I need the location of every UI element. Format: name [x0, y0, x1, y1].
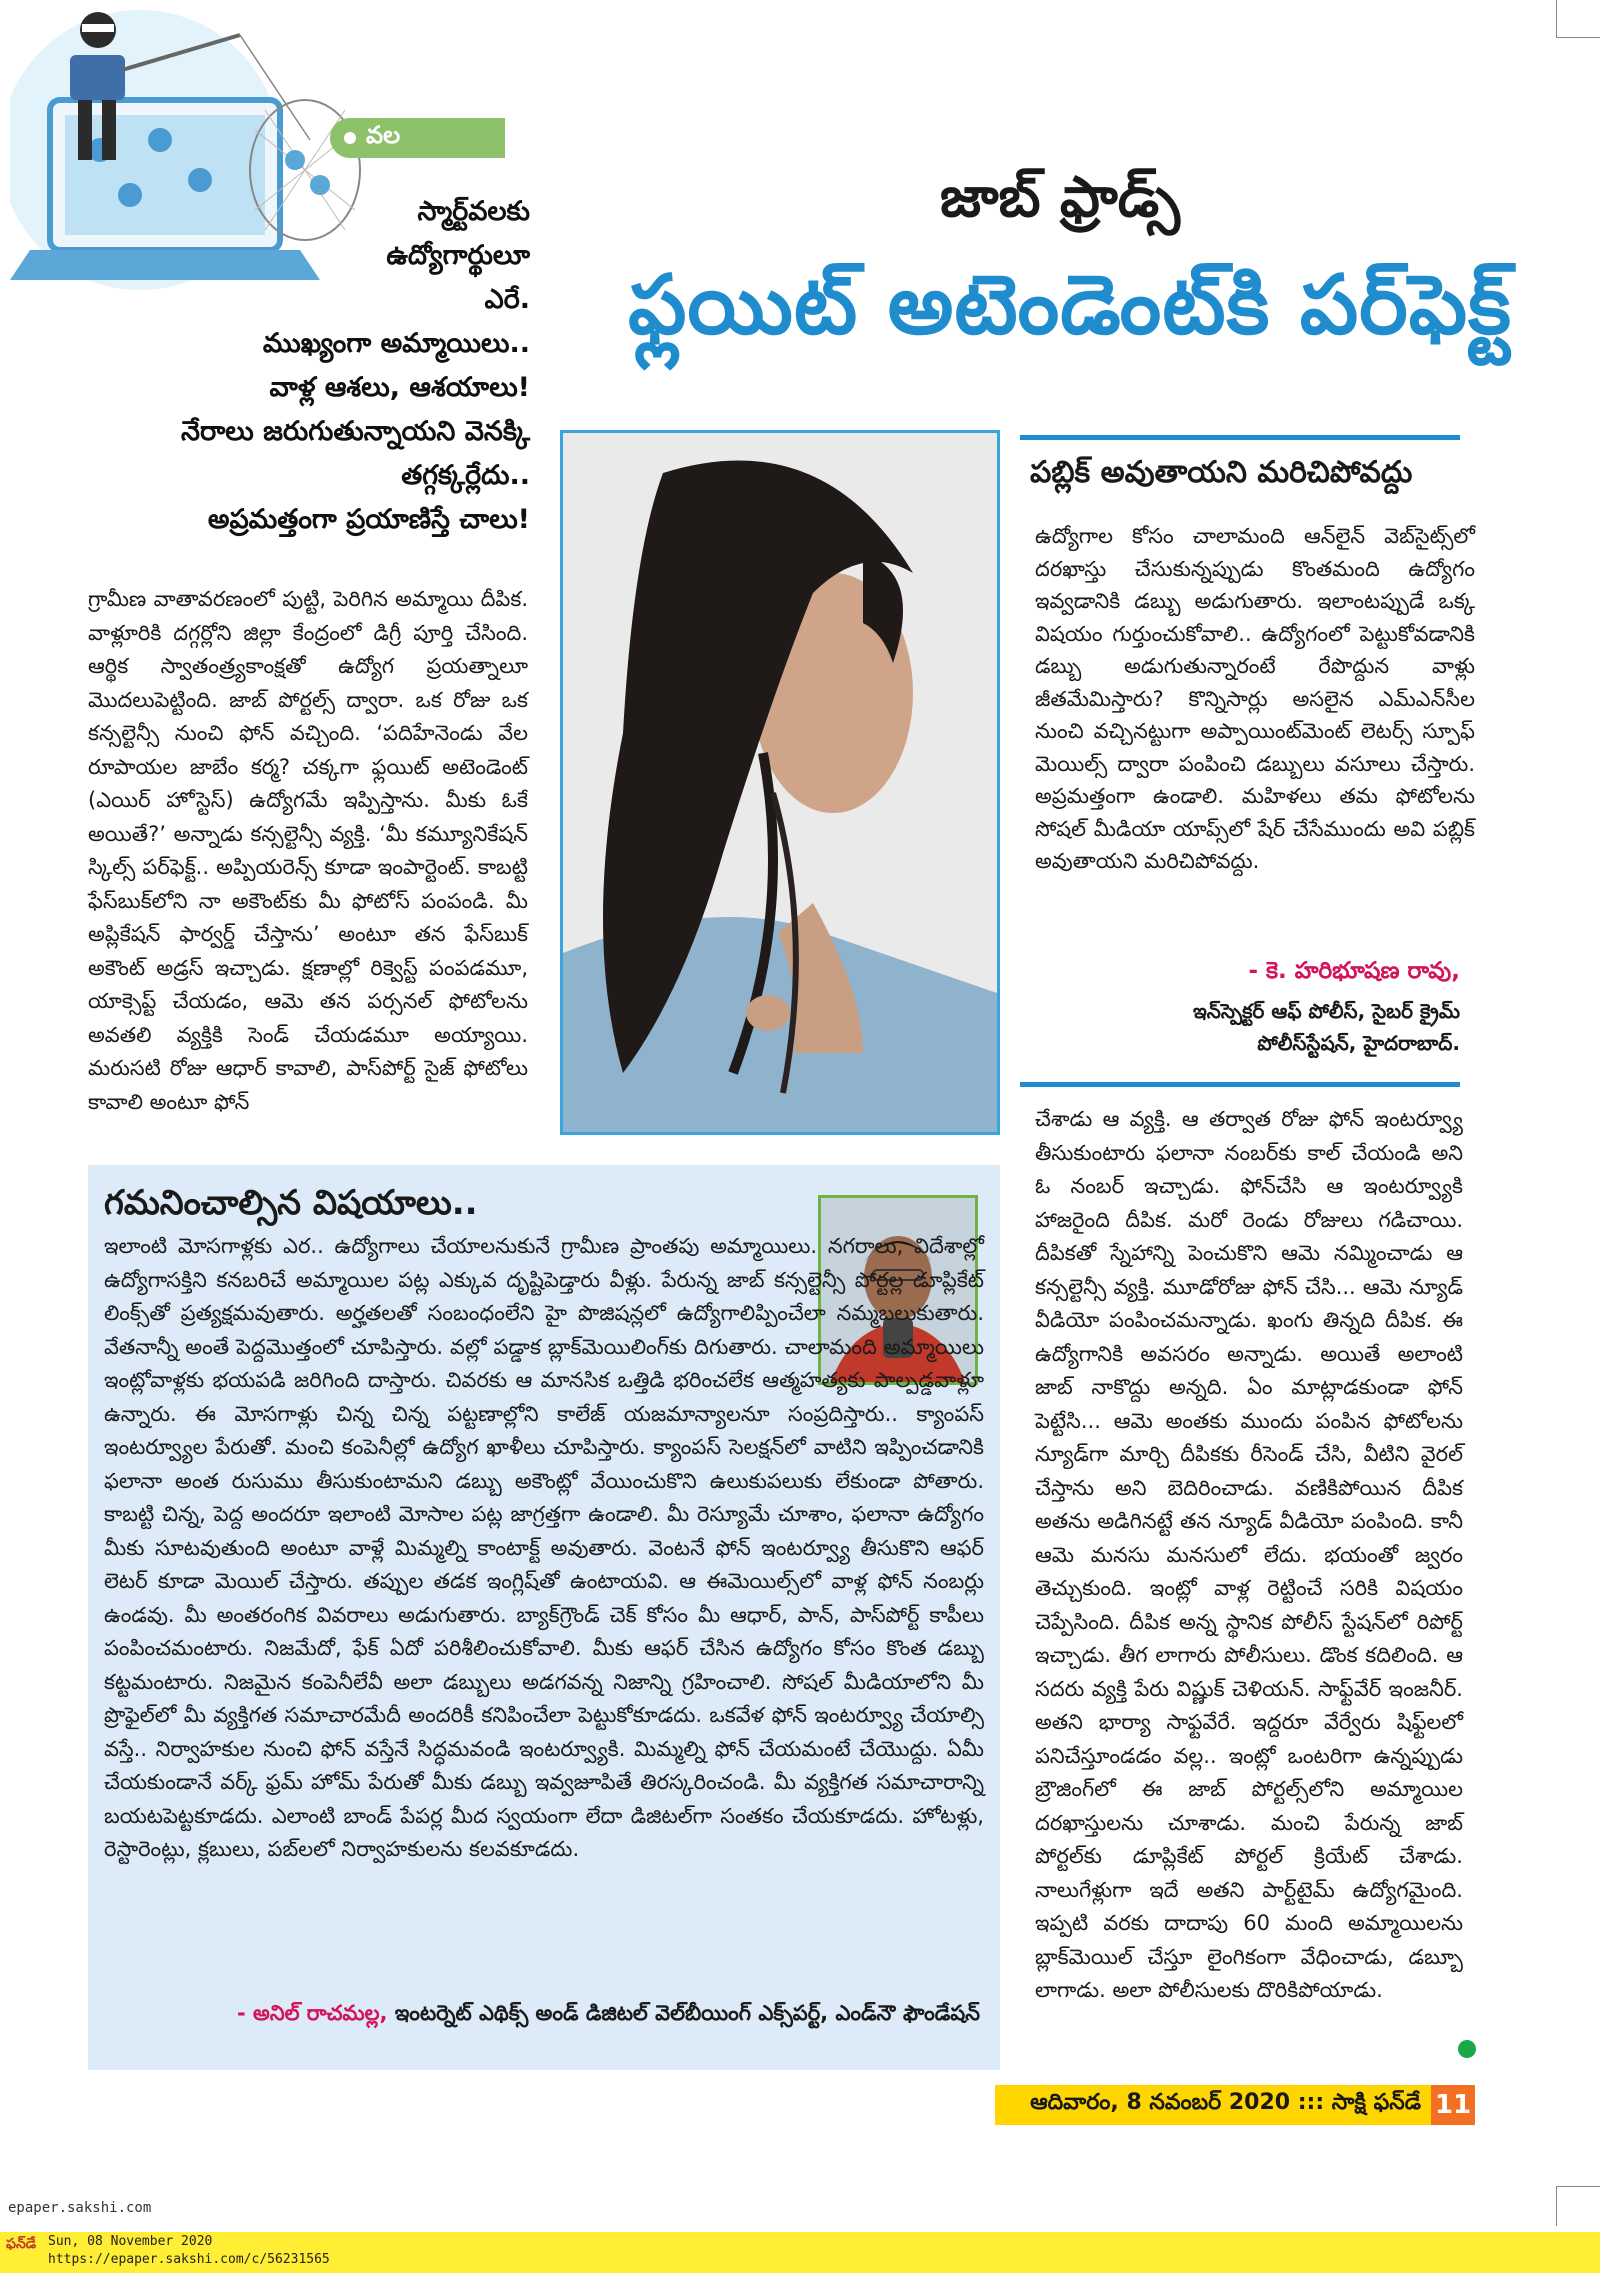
pull-quote-line: స్మార్ట్‌వలకు: [417, 196, 530, 227]
pull-quote: [80, 190, 530, 542]
stamp-bar: [0, 2232, 1600, 2273]
expert-role: ఇంటర్నెట్‌ ఎథిక్స్‌ అండ్‌ డిజిటల్‌ వెల్‌బీయింగ్‌ ఎక్స్‌పర్ట్, ఎండ్‌నౌ ఫౌండేషన్‌: [394, 2001, 980, 2025]
crop-mark-top-right: [1556, 0, 1600, 38]
site-url[interactable]: epaper.sakshi.com: [8, 2200, 152, 2216]
tips-box-title: గమనించాల్సిన విషయాలు..: [104, 1183, 478, 1223]
sidebar-author-role: [1193, 995, 1460, 1059]
role-line: ఇన్‌స్పెక్టర్‌ ఆఫ్‌ పోలీస్, సైబర్‌ క్రైమ్‌: [1193, 999, 1460, 1023]
page-folio: [995, 2085, 1475, 2125]
pull-quote-line: ఎరే.: [484, 284, 530, 315]
left-body-column: గ్రామీణ వాతావరణంలో పుట్టి, పెరిగిన అమ్మాయి దీపిక. వాళ్లూరికి దగ్గర్లోని జిల్లా కేంద్రంలో డిగ్రీ పూర్తి చేసింది. ఆర్థిక స్వాతంత్ర్యకాంక్షతో ఉద్యోగ ప్రయత్నాలూ మొదలుపెట్టింది. జాబ్‌ పోర్టల్స్‌ ద్వారా. ఒక రోజు ఒక కన్సల్టెన్సీ నుంచి ఫోన్‌ వచ్చింది. ‘పదిహేనెండు వేల రూపాయల జాబేం కర్మ? చక్కగా ఫ్లయిట్‌ అటెండెంట్‌ (ఎయిర్‌ హోస్టెస్‌) ఉద్యోగమే ఇప్పిస్తాను. మీకు ఓకే అయితే?’ అన్నాడు కన్సల్టెన్సీ వ్యక్తి. ‘మీ కమ్యూనికేషన్‌ స్కిల్స్‌ పర్‌ఫెక్ట్‌.. అప్పియరెన్స్‌ కూడా ఇంపార్టెంట్‌. కాబట్టి ఫేస్‌బుక్‌లోని నా అకౌంట్‌కు మీ ఫోటోస్‌ పంపండి. మీ అప్లికేషన్‌ ఫార్వర్డ్‌ చేస్తాను’ అంటూ తన ఫేస్‌బుక్‌ అకౌంట్‌ అడ్రస్‌ ఇచ్చాడు. క్షణాల్లో రిక్వెస్ట్‌ పంపడమూ, యాక్సెప్ట్‌ చేయడం, ఆమె తన పర్సనల్‌ ఫోటోలను అవతలి వ్యక్తికి సెండ్‌ చేయడమూ అయ్యాయి. మరుసటి రోజు ఆధార్‌ కావాలి, పాస్‌పోర్ట్‌ సైజ్‌ ఫోటోలు కావాలి అంటూ ఫోన్‌: [88, 587, 528, 1114]
pull-quote-line: ఉద్యోగార్థులూ: [386, 240, 530, 271]
pull-quote-line: తగ్గక్కర్లేదు..: [401, 460, 530, 491]
stamp-date: Sun, 08 November 2020: [48, 2234, 213, 2249]
stamp-url[interactable]: https://epaper.sakshi.com/c/56231565: [48, 2252, 330, 2267]
article-kicker: జాబ్‌ ఫ్రాడ్స్‌: [939, 165, 1181, 230]
pull-quote-line: నేరాలు జరుగుతున్నాయని వెనక్కి: [181, 416, 530, 447]
end-of-article-dot-icon: [1458, 2040, 1476, 2058]
section-tag: [330, 118, 505, 158]
expert-name: - అనిల్‌ రాచమల్ల,: [237, 2001, 388, 2025]
tips-box: [88, 1165, 1000, 2070]
tips-box-credit: [237, 2001, 980, 2031]
sidebar-bottom-rule: [1020, 1082, 1460, 1087]
woman-photo: [560, 430, 1000, 1135]
crop-mark-bottom-right: [1556, 2186, 1600, 2226]
tag-dot-icon: [344, 132, 356, 144]
sidebar-heading: పబ్లిక్‌ అవుతాయని మరిచిపోవద్దు: [1030, 455, 1413, 490]
article-headline: ఫ్లయిట్‌ అటెండెంట్‌కి పర్‌ఫెక్ట్‌: [628, 258, 1512, 353]
sidebar-top-rule: [1020, 435, 1460, 440]
pull-quote-line: ముఖ్యంగా అమ్మాయిలు..: [262, 328, 530, 359]
tips-box-text: ఇలాంటి మోసగాళ్లకు ఎర.. ఉద్యోగాలు చేయాలనుకునే గ్రామీణ ప్రాంతపు అమ్మాయిలు. నగరాలు, విదేశాల్లో ఉద్యోగాసక్తిని కనబరిచే అమ్మాయిల పట్ల ఎక్కువ దృష్టిపెడ్తారు వీళ్లు. పేరున్న జాబ్‌ కన్సల్టెన్సీ పోర్టల్ల డూప్లికేట్‌ లింక్స్‌తో ప్రత్యక్షమవుతారు. అర్హతలతో సంబంధంలేని హై పొజిషన్లలో ఉద్యోగాలిప్పించేలా నమ్మబలుకుతారు. వేతనాన్నీ అంతే పెద్దమొత్తంలో చూపిస్తారు. వల్లో పడ్డాక బ్లాక్‌మెయిలింగ్‌కు దిగుతారు. చాలామంది అమ్మాయిలు ఇంట్లోవాళ్లకు భయపడి జరిగింది దాస్తారు. చివరకు ఆ మానసిక ఒత్తిడి భరించలేక ఆత్మహత్యకు పాల్పడ్డవాళ్లూ ఉన్నారు. ఈ మోసగాళ్లు చిన్న చిన్న పట్టణాల్లోని కాలేజ్‌ యజమాన్యాలనూ సంప్రదిస్తారు.. క్యాంపస్‌ ఇంటర్వ్యూల పేరుతో. మంచి కంపెనీల్లో ఉద్యోగ ఖాళీలు చూపిస్తారు. క్యాంపస్‌ సెలక్షన్‌లో వాటిని ఇప్పించడానికి ఫలానా అంత రుసుము తీసుకుంటామని డబ్బు అకౌంట్లో వేయించుకొని ఉలుకుపలుకు లేకుండా పోతారు. కాబట్టి చిన్న, పెద్ద అందరూ ఇలాంటి మోసాల పట్ల జాగ్రత్తగా ఉండాలి. మీ రెస్యూమే చూశాం, ఫలానా ఉద్యోగం మీకు సూటవుతుంది అంటూ వాళ్లే మిమ్మల్ని కాంటాక్ట్‌ అవుతారు. వెంటనే ఫోన్‌ ఇంటర్వ్యూ తీసుకొని ఆఫర్‌ లెటర్‌ కూడా మెయిల్‌ చేస్తారు. తప్పుల తడక ఇంగ్లిష్‌తో ఉంటాయవి. ఆ ఈమెయిల్స్‌లో వాళ్ల ఫోన్‌ నంబర్లు ఉండవు. మీ అంతరంగిక వివరాలు అడుగుతారు. బ్యాక్‌గ్రౌండ్‌ చెక్‌ కోసం మీ ఆధార్, పాన్, పాస్‌పోర్ట్‌ కాపీలు పంపించమంటారు. నిజమేదో, ఫేక్‌ ఏదో పరిశీలించుకోవాలి. మీకు ఆఫర్‌ చేసిన ఉద్యోగం కోసం కొంత డబ్బు కట్టమంటారు. నిజమైన కంపెనీలేవీ అలా డబ్బులు అడగవన్న నిజాన్ని గ్రహించాలి. సోషల్‌ మీడియాలోని మీ ప్రొఫైల్‌లో మీ వ్యక్తిగత సమాచారమేదీ అందరికీ కనిపించేలా పెట్టుకోకూడదు. ఒకవేళ ఫోన్‌ ఇంటర్వ్యూ చేయాల్సి వస్తే.. నిర్వాహకుల నుంచి ఫోన్‌ వస్తేనే సిద్ధమవండి ఇంటర్వ్యూకి. మిమ్మల్ని ఫోన్‌ చేయమంటే చేయొద్దు. ఏమీ చేయకుండానే వర్క్‌ ఫ్రమ్‌ హోమ్‌ పేరుతో మీకు డబ్బు ఇవ్వజూపితే తిరస్కరించండి. మీ వ్యక్తిగత సమాచారాన్ని బయటపెట్టకూడదు. ఎలాంటి బాండ్‌ పేపర్ల మీద స్వయంగా లేదా డిజిటల్‌గా సంతకం చేయకూడదు. హోటళ్లు, రెస్టారెంట్లు, క్లబులు, పబ్‌లలో నిర్వాహకులను కలవకూడదు.: [104, 1234, 984, 1861]
sidebar-author: - కె. హరిభూషణ రావు,: [1248, 958, 1460, 984]
pull-quote-line: అప్రమత్తంగా ప్రయాణిస్తే చాలు!: [207, 504, 530, 535]
folio-date: ఆదివారం, 8 నవంబర్‌ 2020 ::: సాక్షి ఫన్‌డే: [1030, 2090, 1421, 2115]
page-number: 11: [1431, 2085, 1475, 2125]
right-body-column: చేశాడు ఆ వ్యక్తి. ఆ తర్వాత రోజు ఫోన్‌ ఇంటర్వ్యూ తీసుకుంటారు ఫలానా నంబర్‌కు కాల్‌ చేయండి అని ఓ నంబర్‌ ఇచ్చాడు. ఫోన్‌చేసి ఆ ఇంటర్వ్యూకి హాజరైంది దీపిక. మరో రెండు రోజులు గడిచాయి. దీపికతో స్నేహాన్ని పెంచుకొని ఆమె నమ్మించాడు ఆ కన్సల్టెన్సీ వ్యక్తి. మూడోరోజు ఫోన్‌ చేసి... ఆమె న్యూడ్‌ వీడియో పంపించమన్నాడు. ఖంగు తిన్నది దీపిక. ఈ ఉద్యోగానికి అవసరం అన్నాడు. అయితే అలాంటి జాబ్‌ నాకొద్దు అన్నది. ఏం మాట్లాడకుండా ఫోన్‌ పెట్టేసి... ఆమె అంతకు ముందు పంపిన ఫోటోలను న్యూడ్‌గా మార్చి దీపికకు రీసెండ్‌ చేసి, వీటిని వైరల్‌ చేస్తాను అని బెదిరించాడు. వణికిపోయిన దీపిక అతను అడిగినట్టే తన న్యూడ్‌ వీడియో పంపింది. కానీ ఆమె మనసు మనసులో లేదు. భయంతో జ్వరం తెచ్చుకుంది. ఇంట్లో వాళ్ల రెట్టించే సరికి విషయం చెప్పేసింది. దీపిక అన్న స్థానిక పోలీస్‌ స్టేషన్‌లో రిపోర్ట్‌ ఇచ్చాడు. తీగ లాగారు పోలీసులు. డొంక కదిలింది. ఆ సదరు వ్యక్తి పేరు విష్ణుక్‌ చెళియన్‌. సాఫ్ట్‌వేర్‌ ఇంజనీర్‌. అతని భార్యా సాఫ్టవేరే. ఇద్దరూ వేర్వేరు షిఫ్ట్‌లలో పనిచేస్తూండడం వల్ల.. ఇంట్లో ఒంటరిగా ఉన్నప్పుడు బ్రౌజింగ్‌లో ఈ జాబ్‌ పోర్టల్స్‌లోని అమ్మాయిల దరఖాస్తులను చూశాడు. మంచి పేరున్న జాబ్‌ పోర్టల్‌కు డూప్లికేట్‌ పోర్టల్‌ క్రియేట్‌ చేశాడు. నాలుగేళ్లుగా ఇదే అతని పార్ట్‌టైమ్‌ ఉద్యోగమైంది. ఇప్పటి వరకు దాదాపు 60 మంది అమ్మాయిలను బ్లాక్‌మెయిల్‌ చేస్తూ లైంగికంగా వేధించాడు, డబ్బూ లాగాడు. అలా పోలీసులకు దొరికిపోయాడు.: [1035, 1107, 1463, 2002]
woman-photo-image: [563, 433, 997, 1132]
section-tag-label: వల: [366, 121, 401, 149]
sidebar-text: ఉద్యోగాల కోసం చాలామంది ఆన్‌లైన్‌ వెబ్‌సైట్స్‌లో దరఖాస్తు చేసుకున్నప్పుడు కొంతమంది ఉద్యోగం ఇవ్వడానికి డబ్బు అడుగుతారు. ఇలాంటప్పుడే ఒక్క విషయం గుర్తుంచుకోవాలి.. ఉద్యోగంలో పెట్టుకోవడానికి డబ్బు అడుగుతున్నారంటే రేపొద్దున వాళ్లు జీతమేమిస్తారు? కొన్నిసార్లు అసలైన ఎమ్‌ఎన్‌సీల నుంచి వచ్చినట్టుగా అప్పాయింట్‌మెంట్‌ లెటర్స్‌ స్పూఫ్‌ మెయిల్స్‌ ద్వారా పంపించి డబ్బులు వసూలు చేస్తారు. అప్రమత్తంగా ఉండాలి. మహిళలు తమ ఫోటోలను సోషల్‌ మీడియా యాప్స్‌లో షేర్‌ చేసేముందు అవి పబ్లిక్‌ అవుతాయని మరిచిపోవద్దు.: [1035, 524, 1475, 873]
pull-quote-line: వాళ్ల ఆశలు, ఆశయాలు!: [269, 372, 530, 403]
funday-logo: ఫన్‌డే: [6, 2236, 37, 2252]
role-line: పోలీస్‌స్టేషన్, హైదరాబాద్‌.: [1257, 1031, 1460, 1055]
